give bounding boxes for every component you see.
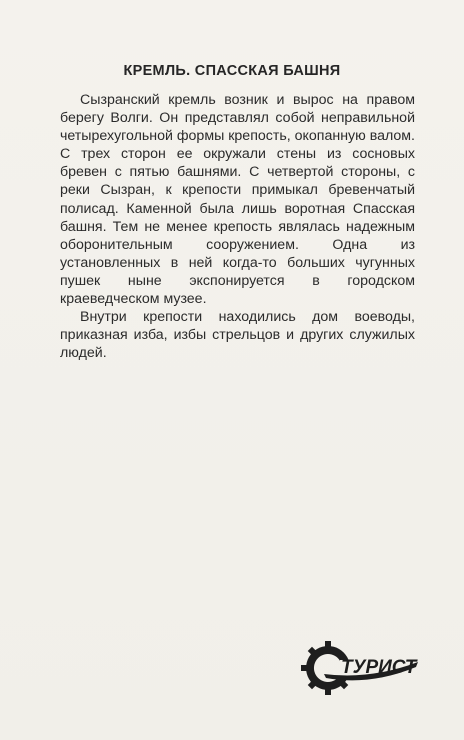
logo-text: ТУРИСТ <box>341 657 417 678</box>
paragraph-2: Внутри крепости находились дом воеводы, приказная изба, избы стрельцов и других служилых людей. <box>60 309 415 362</box>
page-title: КРЕМЛЬ. СПАССКАЯ БАШНЯ <box>123 63 341 79</box>
paragraph-1: Сызранский кремль возник и вырос на правом берегу Волги. Он представлял собой неправильной четырехугольной формы крепость, окопанную валом. С трех сторон ее окружали стены из сосновых бревен с пятью башнями. С четвертой стороны, с реки Сызран, к крепости примыкал бревенчатый полисад. Каменной была лишь воротная Спасская башня. Тем не менее крепость являлась надежным оборонительным сооружением. Одна из установленных в ней когда-то больших чугунных пушек ныне экспонируется в городском краеведческом музее. <box>60 92 415 308</box>
body-text <box>60 91 415 362</box>
gear-logo-icon <box>300 640 422 696</box>
turist-logo <box>300 640 422 696</box>
